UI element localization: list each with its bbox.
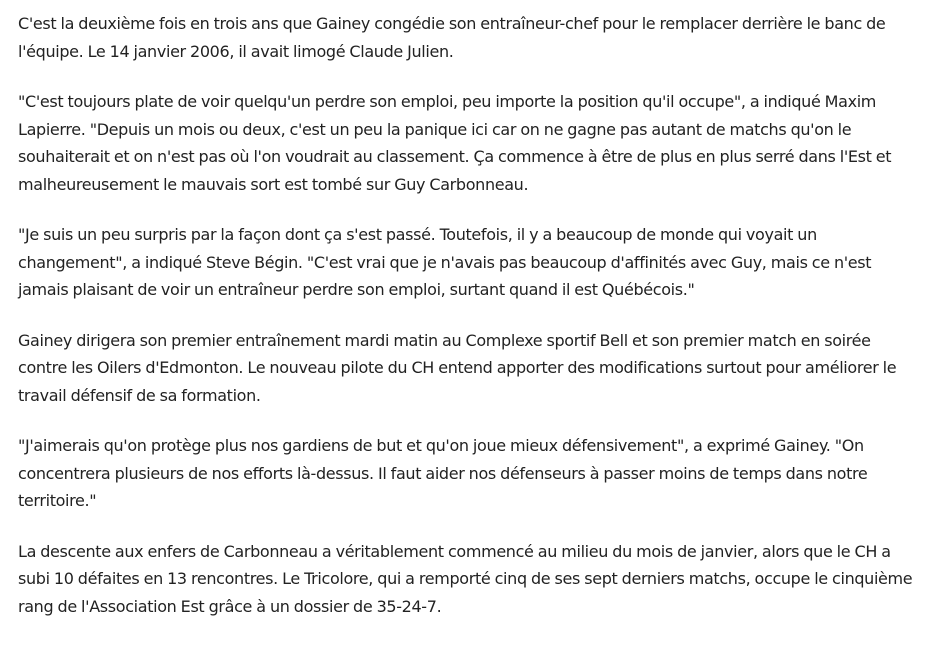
article-paragraph: C'est la deuxième fois en trois ans que Gainey congédie son entraîneur-chef pour le remplacer derrière le banc de l'équipe. Le 14 janvier 2006, il avait limogé Claude Julien.	[18, 14, 886, 61]
article-body	[18, 10, 918, 643]
article-paragraph: "C'est toujours plate de voir quelqu'un perdre son emploi, peu importe la position qu'il occupe", a indiqué Maxim Lapierre. "Depuis un mois ou deux, c'est un peu la panique ici car on ne gagne pas autant de matchs qu'on le souhaiterait et on n'est pas où l'on voudrait au classement. Ça commence à être de plus en plus serré dans l'Est et malheureusement le mauvais sort est tombé sur Guy Carbonneau.	[18, 92, 892, 194]
article-paragraph: La descente aux enfers de Carbonneau a véritablement commencé au milieu du mois de janvier, alors que le CH a subi 10 défaites en 13 rencontres. Le Tricolore, qui a remporté cinq de ses sept derniers matchs, occupe le cinquième rang de l'Association Est grâce à un dossier de 35-24-7.	[18, 541, 913, 616]
article-paragraph: "J'aimerais qu'on protège plus nos gardiens de but et qu'on joue mieux défensivement", a exprimé Gainey. "On concentrera plusieurs de nos efforts là-dessus. Il faut aider nos défenseurs à passer moins de temps dans notre territoire."	[18, 436, 868, 510]
article-paragraph: Gainey dirigera son premier entraînement mardi matin au Complexe sportif Bell et son premier match en soirée contre les Oilers d'Edmonton. Le nouveau pilote du CH entend apporter des modifications surtout pour améliorer le travail défensif de sa formation.	[18, 330, 897, 405]
article-paragraph: "Je suis un peu surpris par la façon dont ça s'est passé. Toutefois, il y a beaucoup de monde qui voyait un changement", a indiqué Steve Bégin. "C'est vrai que je n'avais pas beaucoup d'affinités avec Guy, mais ce n'est jamais plaisant de voir un entraîneur perdre son emploi, surtant quand il est Québécois."	[18, 225, 872, 299]
